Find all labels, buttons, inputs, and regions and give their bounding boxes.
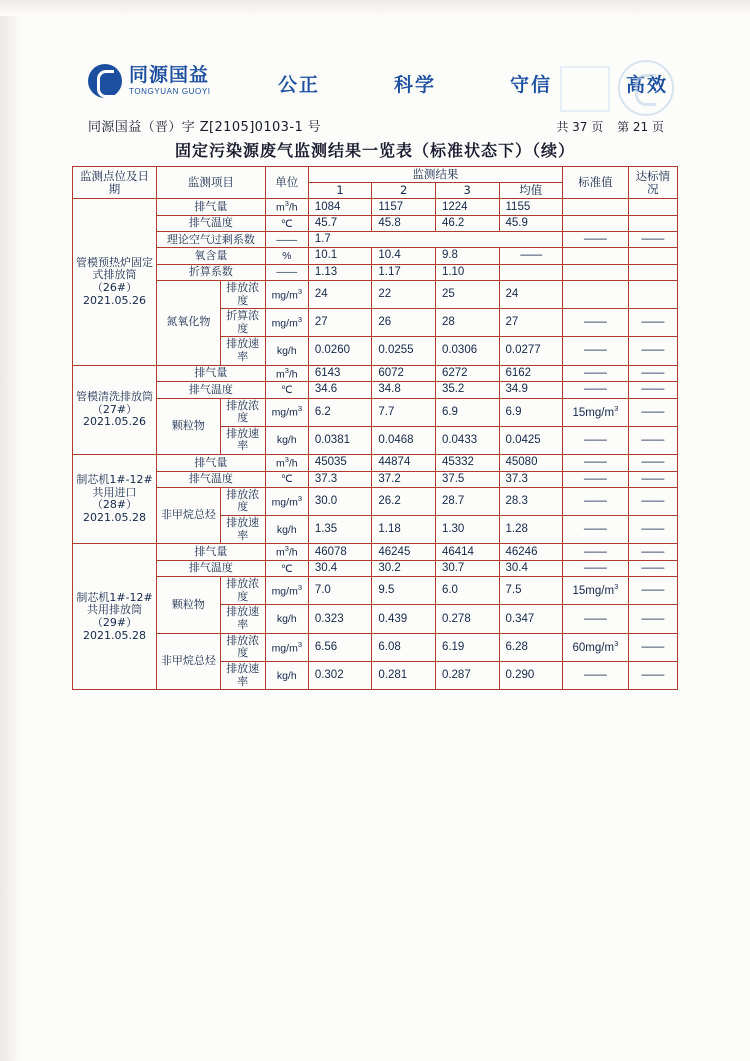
result-value-cell: 0.302: [308, 662, 372, 690]
table-row: [73, 560, 678, 576]
result-value-cell: 0.347: [499, 605, 563, 633]
slogan-3: 守信: [509, 74, 552, 96]
table-row: [73, 544, 678, 561]
item-cell: 排气量: [157, 365, 266, 382]
result-value-cell: 44874: [372, 455, 436, 472]
site-date: 2021.05.28: [83, 628, 147, 642]
result-value-cell: 9.8: [435, 248, 499, 264]
header-site-date: 监测点位及日期: [73, 167, 157, 199]
result-value-cell: 1084: [308, 199, 372, 216]
result-value-cell: 6.0: [435, 577, 499, 605]
result-value-cell: [499, 264, 563, 280]
result-value-cell: 0.281: [372, 662, 436, 690]
item-cell: 理论空气过剩系数: [157, 232, 266, 248]
standard-value-cell: ——: [563, 455, 629, 472]
compliance-cell: ——: [628, 398, 677, 426]
result-value-cell: 30.2: [372, 560, 436, 576]
result-value-cell: 0.290: [499, 662, 563, 690]
document-number: 同源国益（晋）字 Z[2105]0103-1 号: [88, 120, 322, 135]
result-value-cell: 37.5: [435, 471, 499, 487]
unit-cell: kg/h: [265, 337, 308, 365]
item-cell: 非甲烷总烃: [157, 633, 221, 690]
unit-cell: ℃: [265, 216, 308, 232]
standard-value-cell: ——: [563, 309, 629, 337]
table-row: [73, 487, 678, 515]
compliance-cell: [628, 199, 677, 216]
result-value-cell: 46.2: [435, 216, 499, 232]
unit-cell: $mg/m^3$: [265, 577, 308, 605]
compliance-cell: ——: [628, 455, 677, 472]
standard-value-cell: [563, 264, 629, 280]
header-result-avg: 均值: [499, 183, 563, 199]
result-value-cell: 0.0381: [308, 426, 372, 454]
unit-cell: %: [265, 248, 308, 264]
standard-value-cell: ——: [563, 560, 629, 576]
item-subtype-cell: 折算浓度: [220, 309, 265, 337]
standard-value-cell: ——: [563, 516, 629, 544]
standard-value-cell: ——: [563, 487, 629, 515]
page-total: 共 37 页: [556, 120, 604, 134]
result-value-cell: 0.0468: [372, 426, 436, 454]
table-row: [73, 633, 678, 661]
compliance-cell: ——: [628, 232, 677, 248]
site-name: 管模预热炉固定式排放筒（26#）: [76, 255, 154, 295]
result-value-cell: 0.0260: [308, 337, 372, 365]
logo-name-en: TONGYUAN GUOYI: [129, 86, 211, 96]
page-indicator: [546, 118, 664, 135]
compliance-cell: ——: [628, 382, 677, 398]
item-cell: 排气温度: [157, 560, 266, 576]
unit-cell: kg/h: [265, 516, 308, 544]
result-value-cell: 45080: [499, 455, 563, 472]
standard-value-cell: ——: [563, 605, 629, 633]
standard-value-cell: $15mg/m^3$: [563, 577, 629, 605]
site-date-cell: [73, 199, 157, 365]
standard-value-cell: ——: [563, 471, 629, 487]
header-results: 监测结果: [308, 167, 562, 183]
unit-cell: kg/h: [265, 662, 308, 690]
result-value-cell: 6.9: [435, 398, 499, 426]
result-value-cell: 37.2: [372, 471, 436, 487]
result-value-cell: 45.9: [499, 216, 563, 232]
result-value-cell: 6.2: [308, 398, 372, 426]
table-row: [73, 216, 678, 232]
standard-value-cell: ——: [563, 382, 629, 398]
compliance-cell: [628, 248, 677, 264]
table-row: [73, 382, 678, 398]
compliance-cell: ——: [628, 337, 677, 365]
page-title: 固定污染源废气监测结果一览表（标准状态下）（续）: [174, 141, 575, 160]
result-value-cell: 1.35: [308, 516, 372, 544]
result-value-cell: 6272: [435, 365, 499, 382]
site-date: 2021.05.26: [83, 293, 147, 307]
header-result-3: 3: [435, 183, 499, 199]
compliance-cell: ——: [628, 544, 677, 561]
result-value-cell: 6.56: [308, 633, 372, 661]
result-value-cell: 0.278: [435, 605, 499, 633]
site-date: 2021.05.28: [83, 510, 147, 524]
result-value-cell: 1.10: [435, 264, 499, 280]
watermark-block: [560, 66, 610, 112]
item-cell: 非甲烷总烃: [157, 487, 221, 544]
standard-value-cell: ——: [563, 662, 629, 690]
logo-name-cn: 同源国益: [129, 63, 210, 86]
result-value-cell: 0.323: [308, 605, 372, 633]
result-value-cell: ——: [499, 248, 563, 264]
header-item: 监测项目: [157, 167, 266, 199]
item-cell: 排气温度: [157, 216, 266, 232]
unit-cell: $mg/m^3$: [265, 280, 308, 308]
logo-mark-icon: [88, 64, 122, 98]
table-row: [73, 455, 678, 472]
result-value-cell: 1.30: [435, 516, 499, 544]
table-row: [73, 199, 678, 216]
result-value-cell: 35.2: [435, 382, 499, 398]
standard-value-cell: [563, 248, 629, 264]
header-result-2: 2: [372, 183, 436, 199]
result-value-cell: 0.0255: [372, 337, 436, 365]
standard-value-cell: ——: [563, 365, 629, 382]
result-value-cell: 1.13: [308, 264, 372, 280]
unit-cell: $mg/m^3$: [265, 487, 308, 515]
table-row: [73, 398, 678, 426]
item-subtype-cell: 排放浓度: [220, 280, 265, 308]
compliance-cell: ——: [628, 309, 677, 337]
result-value-cell: 45035: [308, 455, 372, 472]
result-value-cell: 46246: [499, 544, 563, 561]
result-value-cell: 6.08: [372, 633, 436, 661]
document-meta-line: [88, 116, 664, 135]
compliance-cell: ——: [628, 560, 677, 576]
item-cell: 颗粒物: [157, 398, 221, 455]
result-value-cell: 24: [308, 280, 372, 308]
result-value-cell: 6.19: [435, 633, 499, 661]
result-value-cell: 7.0: [308, 577, 372, 605]
unit-cell: $mg/m^3$: [265, 633, 308, 661]
standard-value-cell: ——: [563, 426, 629, 454]
unit-cell: $mg/m^3$: [265, 309, 308, 337]
item-subtype-cell: 排放速率: [220, 662, 265, 690]
unit-cell: ℃: [265, 382, 308, 398]
item-subtype-cell: 排放浓度: [220, 487, 265, 515]
result-value-cell: 37.3: [499, 471, 563, 487]
header-standard: 标准值: [563, 167, 629, 199]
site-date-cell: [73, 544, 157, 690]
item-subtype-cell: 排放浓度: [220, 577, 265, 605]
document-header: [88, 64, 668, 110]
compliance-cell: ——: [628, 471, 677, 487]
standard-value-cell: ——: [563, 232, 629, 248]
result-value-cell: 1155: [499, 199, 563, 216]
compliance-cell: ——: [628, 365, 677, 382]
unit-cell: ℃: [265, 560, 308, 576]
result-value-cell: 10.1: [308, 248, 372, 264]
item-subtype-cell: 排放速率: [220, 426, 265, 454]
table-body: [73, 199, 678, 690]
unit-cell: kg/h: [265, 605, 308, 633]
result-value-cell: 1.18: [372, 516, 436, 544]
result-value-cell: 0.287: [435, 662, 499, 690]
site-date-cell: [73, 365, 157, 454]
item-cell: 排气量: [157, 544, 266, 561]
result-value-cell: 28.3: [499, 487, 563, 515]
result-value-cell: 7.7: [372, 398, 436, 426]
item-subtype-cell: 排放速率: [220, 516, 265, 544]
result-value-cell: 6.9: [499, 398, 563, 426]
site-name: 制芯机1#-12#共用排放筒（29#）: [76, 590, 153, 629]
result-value-cell: 34.8: [372, 382, 436, 398]
result-value-cell: 34.9: [499, 382, 563, 398]
result-value-cell: 46414: [435, 544, 499, 561]
compliance-cell: ——: [628, 487, 677, 515]
site-date: 2021.05.26: [83, 415, 147, 429]
item-cell: 氮氧化物: [157, 280, 221, 365]
table-row: [73, 232, 678, 248]
result-value-cell: 6.28: [499, 633, 563, 661]
result-value-cell: 27: [499, 309, 563, 337]
standard-value-cell: $60mg/m^3$: [563, 633, 629, 661]
compliance-cell: ——: [628, 605, 677, 633]
result-value-cell: 0.0306: [435, 337, 499, 365]
scan-edge-top: [0, 0, 750, 16]
result-value-cell: 27: [308, 309, 372, 337]
result-value-cell: 6162: [499, 365, 563, 382]
compliance-cell: [628, 264, 677, 280]
result-value-cell: 34.6: [308, 382, 372, 398]
table-header-row-1: [73, 167, 678, 183]
compliance-cell: ——: [628, 577, 677, 605]
compliance-cell: [628, 280, 677, 308]
result-value-cell: 26.2: [372, 487, 436, 515]
table-row: [73, 365, 678, 382]
result-value-cell: 1157: [372, 199, 436, 216]
table-row: [73, 248, 678, 264]
unit-cell: kg/h: [265, 426, 308, 454]
result-value-cell: 30.4: [308, 560, 372, 576]
unit-cell: $m^3/h$: [265, 455, 308, 472]
site-name: 管模清洗排放筒（27#）: [76, 389, 154, 416]
header-compliance: 达标情况: [628, 167, 677, 199]
site-date-cell: [73, 455, 157, 544]
unit-cell: $mg/m^3$: [265, 398, 308, 426]
table-row: [73, 264, 678, 280]
result-value-cell: 1.7: [308, 232, 562, 248]
unit-cell: $m^3/h$: [265, 199, 308, 216]
unit-cell: ℃: [265, 471, 308, 487]
unit-cell: $m^3/h$: [265, 544, 308, 561]
company-logo: [88, 64, 211, 98]
result-value-cell: 0.0433: [435, 426, 499, 454]
result-value-cell: 37.3: [308, 471, 372, 487]
monitoring-results-table: [72, 166, 678, 690]
compliance-cell: ——: [628, 662, 677, 690]
item-subtype-cell: 排放速率: [220, 337, 265, 365]
compliance-cell: ——: [628, 516, 677, 544]
result-value-cell: 1.17: [372, 264, 436, 280]
result-value-cell: 22: [372, 280, 436, 308]
result-value-cell: 30.7: [435, 560, 499, 576]
item-cell: 排气温度: [157, 471, 266, 487]
standard-value-cell: $15mg/m^3$: [563, 398, 629, 426]
unit-cell: ——: [265, 232, 308, 248]
standard-value-cell: ——: [563, 544, 629, 561]
result-value-cell: 30.0: [308, 487, 372, 515]
result-value-cell: 46078: [308, 544, 372, 561]
table-row: [73, 280, 678, 308]
item-cell: 折算系数: [157, 264, 266, 280]
header-unit: 单位: [265, 167, 308, 199]
result-value-cell: 24: [499, 280, 563, 308]
item-subtype-cell: 排放速率: [220, 605, 265, 633]
item-cell: 氧含量: [157, 248, 266, 264]
result-value-cell: 45.8: [372, 216, 436, 232]
result-value-cell: 45.7: [308, 216, 372, 232]
result-value-cell: 28.7: [435, 487, 499, 515]
result-value-cell: 28: [435, 309, 499, 337]
result-value-cell: 0.0277: [499, 337, 563, 365]
result-value-cell: 25: [435, 280, 499, 308]
result-value-cell: 6143: [308, 365, 372, 382]
result-value-cell: 10.4: [372, 248, 436, 264]
result-value-cell: 30.4: [499, 560, 563, 576]
standard-value-cell: [563, 216, 629, 232]
slogan-4: 高效: [625, 74, 668, 96]
result-value-cell: 1224: [435, 199, 499, 216]
slogan-1: 公正: [278, 74, 321, 96]
result-value-cell: 46245: [372, 544, 436, 561]
page-current: 第 21 页: [617, 120, 664, 134]
site-name: 制芯机1#-12#共用进口（28#）: [76, 472, 153, 512]
table-row: [73, 577, 678, 605]
item-subtype-cell: 排放浓度: [220, 633, 265, 661]
item-cell: 排气量: [157, 199, 266, 216]
header-result-1: 1: [308, 183, 372, 199]
compliance-cell: ——: [628, 426, 677, 454]
result-value-cell: 9.5: [372, 577, 436, 605]
standard-value-cell: [563, 280, 629, 308]
compliance-cell: [628, 216, 677, 232]
item-cell: 颗粒物: [157, 577, 221, 634]
item-subtype-cell: 排放浓度: [220, 398, 265, 426]
result-value-cell: 6072: [372, 365, 436, 382]
result-value-cell: 26: [372, 309, 436, 337]
standard-value-cell: ——: [563, 337, 629, 365]
result-value-cell: 0.439: [372, 605, 436, 633]
result-value-cell: 7.5: [499, 577, 563, 605]
result-value-cell: 0.0425: [499, 426, 563, 454]
unit-cell: ——: [265, 264, 308, 280]
compliance-cell: ——: [628, 633, 677, 661]
logo-text: [129, 63, 211, 96]
slogan-2: 科学: [393, 74, 436, 96]
unit-cell: $m^3/h$: [265, 365, 308, 382]
table-row: [73, 471, 678, 487]
standard-value-cell: [563, 199, 629, 216]
result-value-cell: 1.28: [499, 516, 563, 544]
item-cell: 排气温度: [157, 382, 266, 398]
result-value-cell: 45332: [435, 455, 499, 472]
item-cell: 排气量: [157, 455, 266, 472]
watermark-seal-icon: [618, 60, 674, 116]
